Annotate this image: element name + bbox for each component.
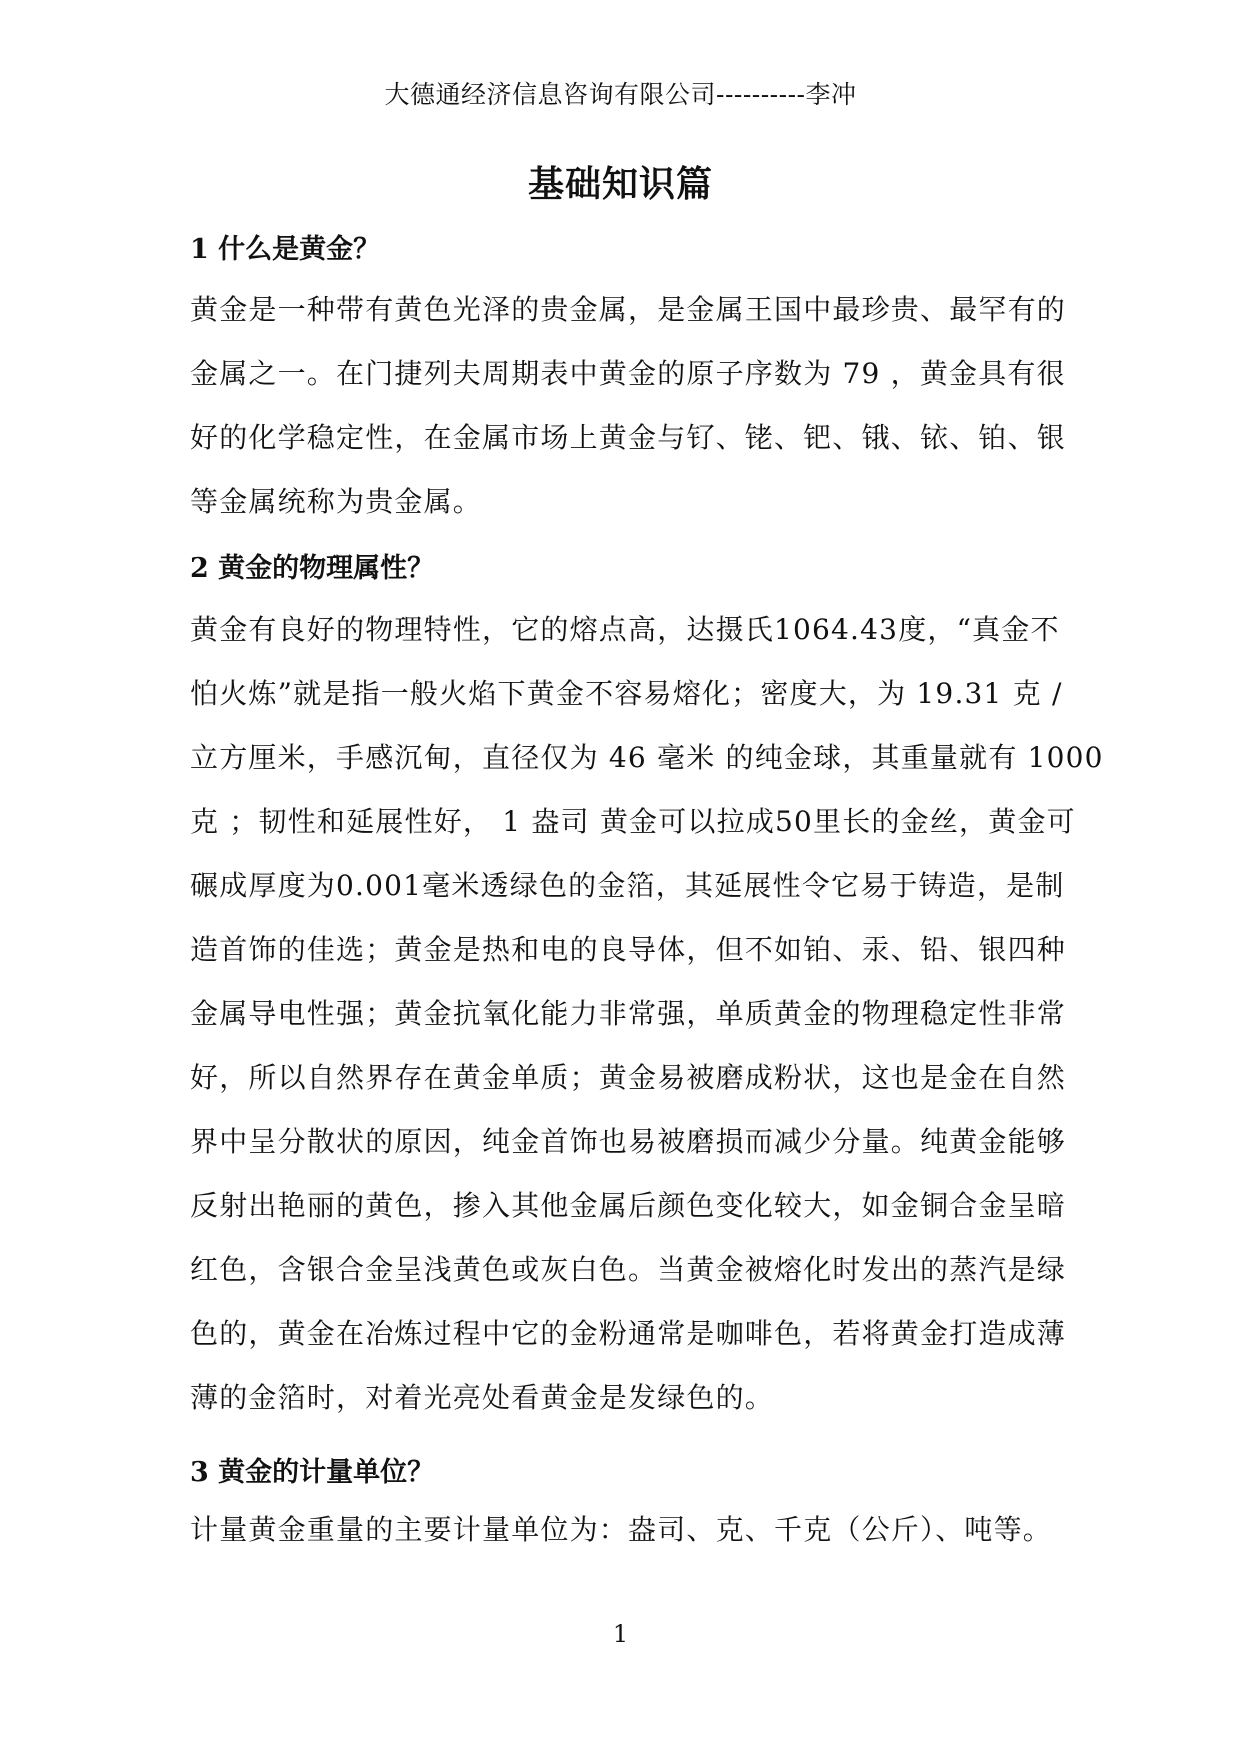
section-2-line-9: 界中呈分散状的原因，纯金首饰也易被磨损而减少分量。纯黄金能够 bbox=[190, 1125, 1067, 1158]
section-1-line-3: 好的化学稳定性，在金属市场上黄金与钌、铑、钯、锇、铱、铂、银 bbox=[190, 421, 1067, 454]
section-1-line-2: 金属之一。在门捷列夫周期表中黄金的原子序数为 79 ，黄金具有很 bbox=[190, 357, 1066, 390]
section-2-line-13: 薄的金箔时，对着光亮处看黄金是发绿色的。 bbox=[190, 1381, 775, 1414]
section-2-line-8: 好，所以自然界存在黄金单质；黄金易被磨成粉状，这也是金在自然 bbox=[190, 1061, 1067, 1094]
section-2-line-4: 克 ；韧性和延展性好， 1 盎司 黄金可以拉成50里长的金丝，黄金可 bbox=[190, 805, 1076, 838]
section-2-line-10: 反射出艳丽的黄色，掺入其他金属后颜色变化较大，如金铜合金呈暗 bbox=[190, 1189, 1067, 1222]
section-3-line-1: 计量黄金重量的主要计量单位为：盎司、克、千克（公斤）、吨等。 bbox=[190, 1513, 1053, 1546]
section-2-line-5: 碾成厚度为0.001毫米透绿色的金箔，其延展性令它易于铸造，是制 bbox=[190, 869, 1065, 902]
page-number: 1 bbox=[612, 1620, 629, 1648]
section-1-line-4: 等金属统称为贵金属。 bbox=[190, 485, 483, 518]
section-2-line-12: 色的，黄金在冶炼过程中它的金粉通常是咖啡色，若将黄金打造成薄 bbox=[190, 1317, 1067, 1350]
section-2-line-11: 红色，含银合金呈浅黄色或灰白色。当黄金被熔化时发出的蒸汽是绿 bbox=[190, 1253, 1067, 1286]
section-1-line-1: 黄金是一种带有黄色光泽的贵金属，是金属王国中最珍贵、最罕有的 bbox=[190, 293, 1067, 326]
section-2-line-1: 黄金有良好的物理特性，它的熔点高，达摄氏1064.43度，“真金不 bbox=[190, 613, 1060, 646]
section-2-line-2: 怕火炼”就是指一般火焰下黄金不容易熔化；密度大，为 19.31 克 / bbox=[190, 677, 1063, 710]
section-2-heading: 2 黄金的物理属性？ bbox=[190, 553, 435, 584]
section-3-heading: 3 黄金的计量单位？ bbox=[190, 1457, 435, 1488]
document-header: 大德通经济信息咨询有限公司----------李冲 bbox=[384, 80, 857, 109]
section-2-line-7: 金属导电性强；黄金抗氧化能力非常强，单质黄金的物理稳定性非常 bbox=[190, 997, 1067, 1030]
section-2-line-3: 立方厘米，手感沉甸，直径仅为 46 毫米 的纯金球，其重量就有 1000 bbox=[190, 741, 1104, 774]
section-2-line-6: 造首饰的佳选；黄金是热和电的良导体，但不如铂、汞、铅、银四种 bbox=[190, 933, 1067, 966]
page-title: 基础知识篇 bbox=[527, 163, 713, 205]
section-1-heading: 1 什么是黄金？ bbox=[190, 234, 381, 265]
